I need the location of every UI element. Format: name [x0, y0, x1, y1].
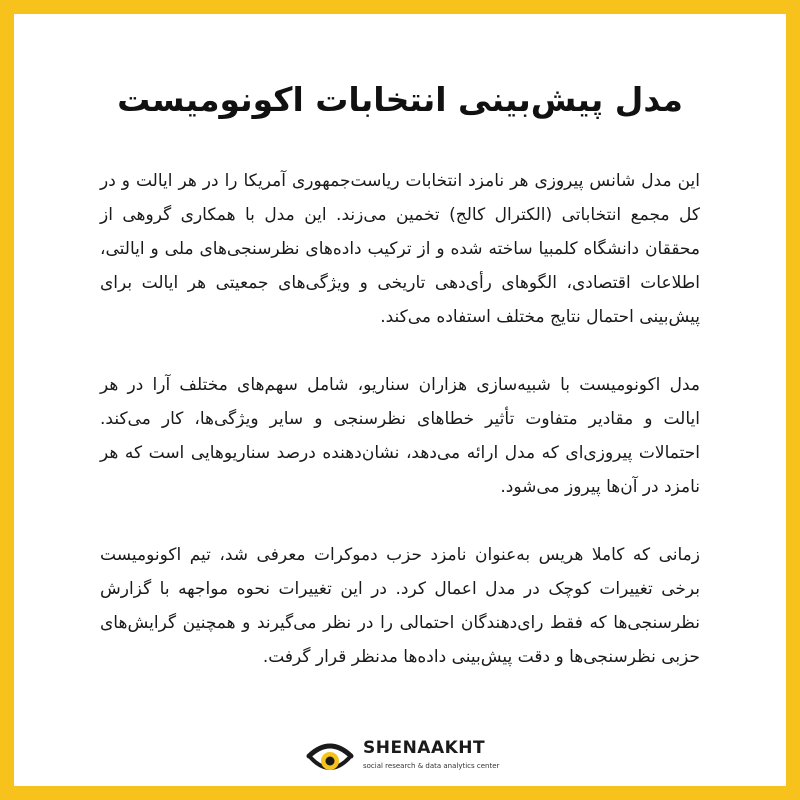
- paragraph-2: مدل اکونومیست با شبیه‌سازی هزاران سناریو، شامل سهم‌های مختلف آرا در هر ایالت و مقادیر متفاوت تأثیر خطاهای نظرسنجی و سایر ویژگی‌ها، کار می‌کند. احتمالات پیروزی‌ای که مدل ارائه می‌دهد، نشان‌دهنده درصد سناریوهایی است که هر نامزد در آن‌ها پیروز می‌شود.: [100, 375, 700, 497]
- paragraph-1: این مدل شانس پیروزی هر نامزد انتخابات ریاست‌جمهوری آمریکا را در هر ایالت و در کل مجمع انتخاباتی (الکترال کالج) تخمین می‌زند. این مدل با همکاری گروهی از محققان دانشگاه کلمبیا ساخته شده و از ترکیب داده‌های نظرسنجی‌های ملی و ایالتی، اطلاعات اقتصادی، الگوهای رأی‌دهی تاریخی و ویژگی‌های جمعیتی هر ایالت برای پیش‌بینی احتمال نتایج مختلف استفاده می‌کند.: [100, 171, 700, 327]
- page-title: مدل پیش‌بینی انتخابات اکونومیست: [117, 80, 683, 119]
- eye-logo-icon: [305, 736, 355, 780]
- brand-tagline: social research & data analytics center: [363, 762, 500, 770]
- paragraph-3: زمانی که کاملا هریس به‌عنوان نامزد حزب دموکرات معرفی شد، تیم اکونومیست برخی تغییرات کوچک در مدل اعمال کرد. در این تغییرات نحوه مواجهه با گزارش نظرسنجی‌ها که فقط رای‌دهندگان احتمالی را در نظر می‌گیرند و همچنین گرایش‌های حزبی نظرسنجی‌ها و دقت پیش‌بینی داده‌ها مدنظر قرار گرفت.: [100, 545, 700, 667]
- content-card: [14, 14, 786, 786]
- brand-name: SHENAAKHT: [363, 738, 486, 758]
- brand-logo: [305, 734, 535, 784]
- article-body: [100, 164, 700, 708]
